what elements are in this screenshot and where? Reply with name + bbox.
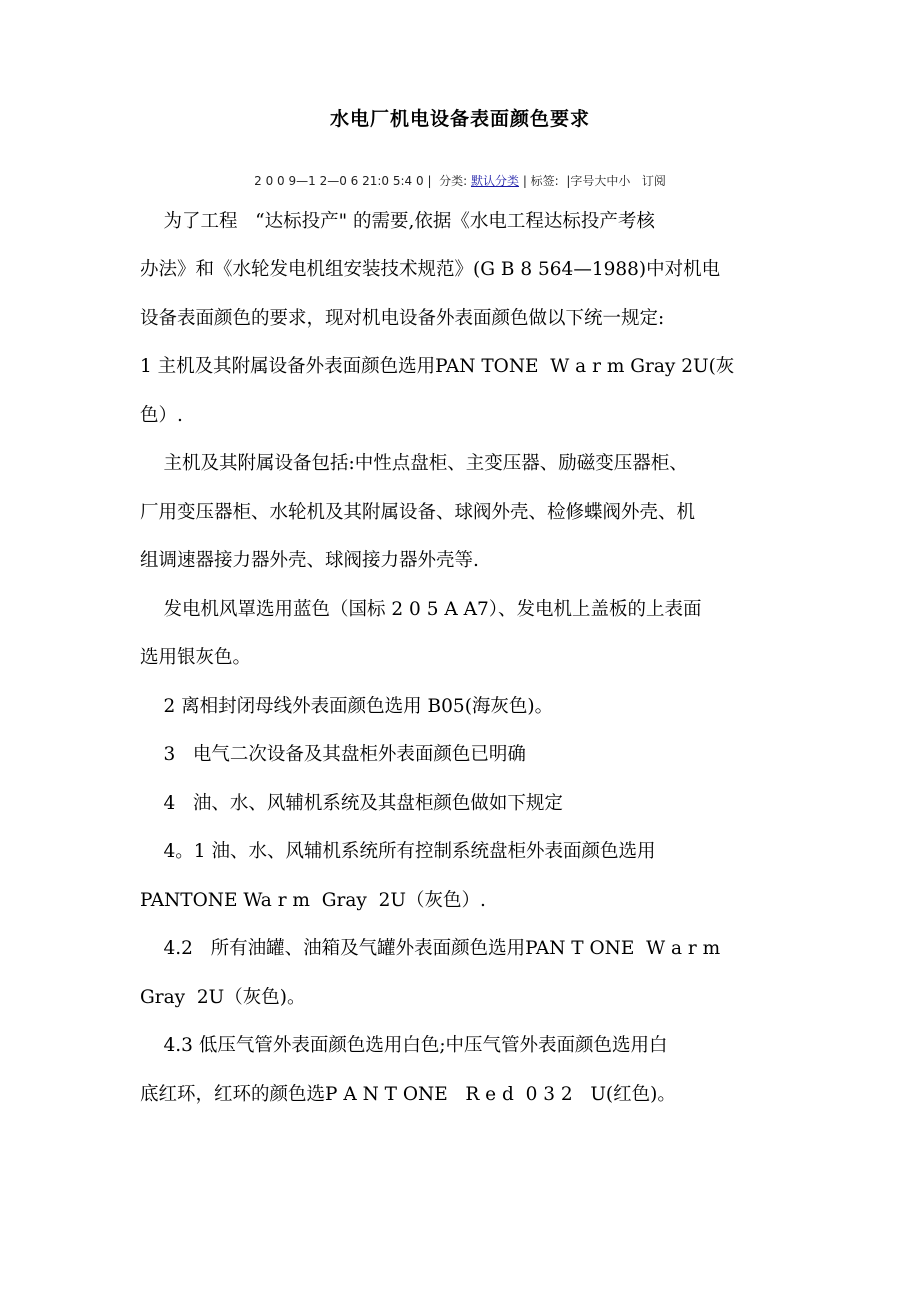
category-link[interactable]: 默认分类 <box>470 174 519 188</box>
body-line-2: 办法》和《水轮发电机组安装技术规范》(G B 8 564—1988)中对机电 <box>140 259 721 280</box>
body-line-11: 2 离相封闭母线外表面颜色选用 B05(海灰色)。 <box>140 696 554 717</box>
body-line-3: 设备表面颜色的要求，现对机电设备外表面颜色做以下统一规定: <box>140 308 665 329</box>
tag-label: | 标签: <box>519 174 567 188</box>
post-datetime: 2 0 0 9—1 2—0 6 21:0 5:4 0 | <box>254 174 440 188</box>
body-line-7: 厂用变压器柜、水轮机及其附属设备、球阀外壳、检修蝶阀外壳、机 <box>140 502 696 523</box>
body-line-8: 组调速器接力器外壳、球阀接力器外壳等. <box>140 550 479 571</box>
body-line-1: 为了工程 “达标投产" 的需要,依据《水电工程达标投产考核 <box>140 211 655 232</box>
body-line-10: 选用银灰色。 <box>140 647 252 668</box>
body-line-5: 色）. <box>140 405 183 426</box>
body-line-19: 底红环，红环的颜色选P A N T ONE R e d 0 3 2 U(红色)。 <box>140 1084 676 1105</box>
body-line-12: 3 电气二次设备及其盘柜外表面颜色已明确 <box>140 744 526 765</box>
body-line-14: 4。1 油、水、风辅机系统所有控制系统盘柜外表面颜色选用 <box>140 841 656 862</box>
category-label: 分类: <box>439 174 471 188</box>
body-line-6: 主机及其附属设备包括:中性点盘柜、主变压器、励磁变压器柜、 <box>140 453 688 474</box>
body-line-16: 4.2 所有油罐、油箱及气罐外表面颜色选用PAN T ONE W a r m <box>140 938 721 959</box>
body-line-4: 1 主机及其附属设备外表面颜色选用PAN TONE W a r m Gray 2U(灰 <box>140 356 735 377</box>
body-line-13: 4 油、水、风辅机系统及其盘柜颜色做如下规定 <box>140 793 563 814</box>
page-title: 水电厂机电设备表面颜色要求 <box>329 108 590 130</box>
font-size-subscribe[interactable]: |字号大中小 订阅 <box>566 174 666 188</box>
post-meta <box>0 172 920 189</box>
body-line-18: 4.3 低压气管外表面颜色选用白色;中压气管外表面颜色选用白 <box>140 1035 668 1056</box>
body-line-9: 发电机风罩选用蓝色（国标 2 0 5 A A7）、发电机上盖板的上表面 <box>140 599 702 620</box>
body-line-15: PANTONE Wa r m Gray 2U（灰色）. <box>140 890 486 911</box>
body-line-17: Gray 2U（灰色)。 <box>140 987 306 1008</box>
